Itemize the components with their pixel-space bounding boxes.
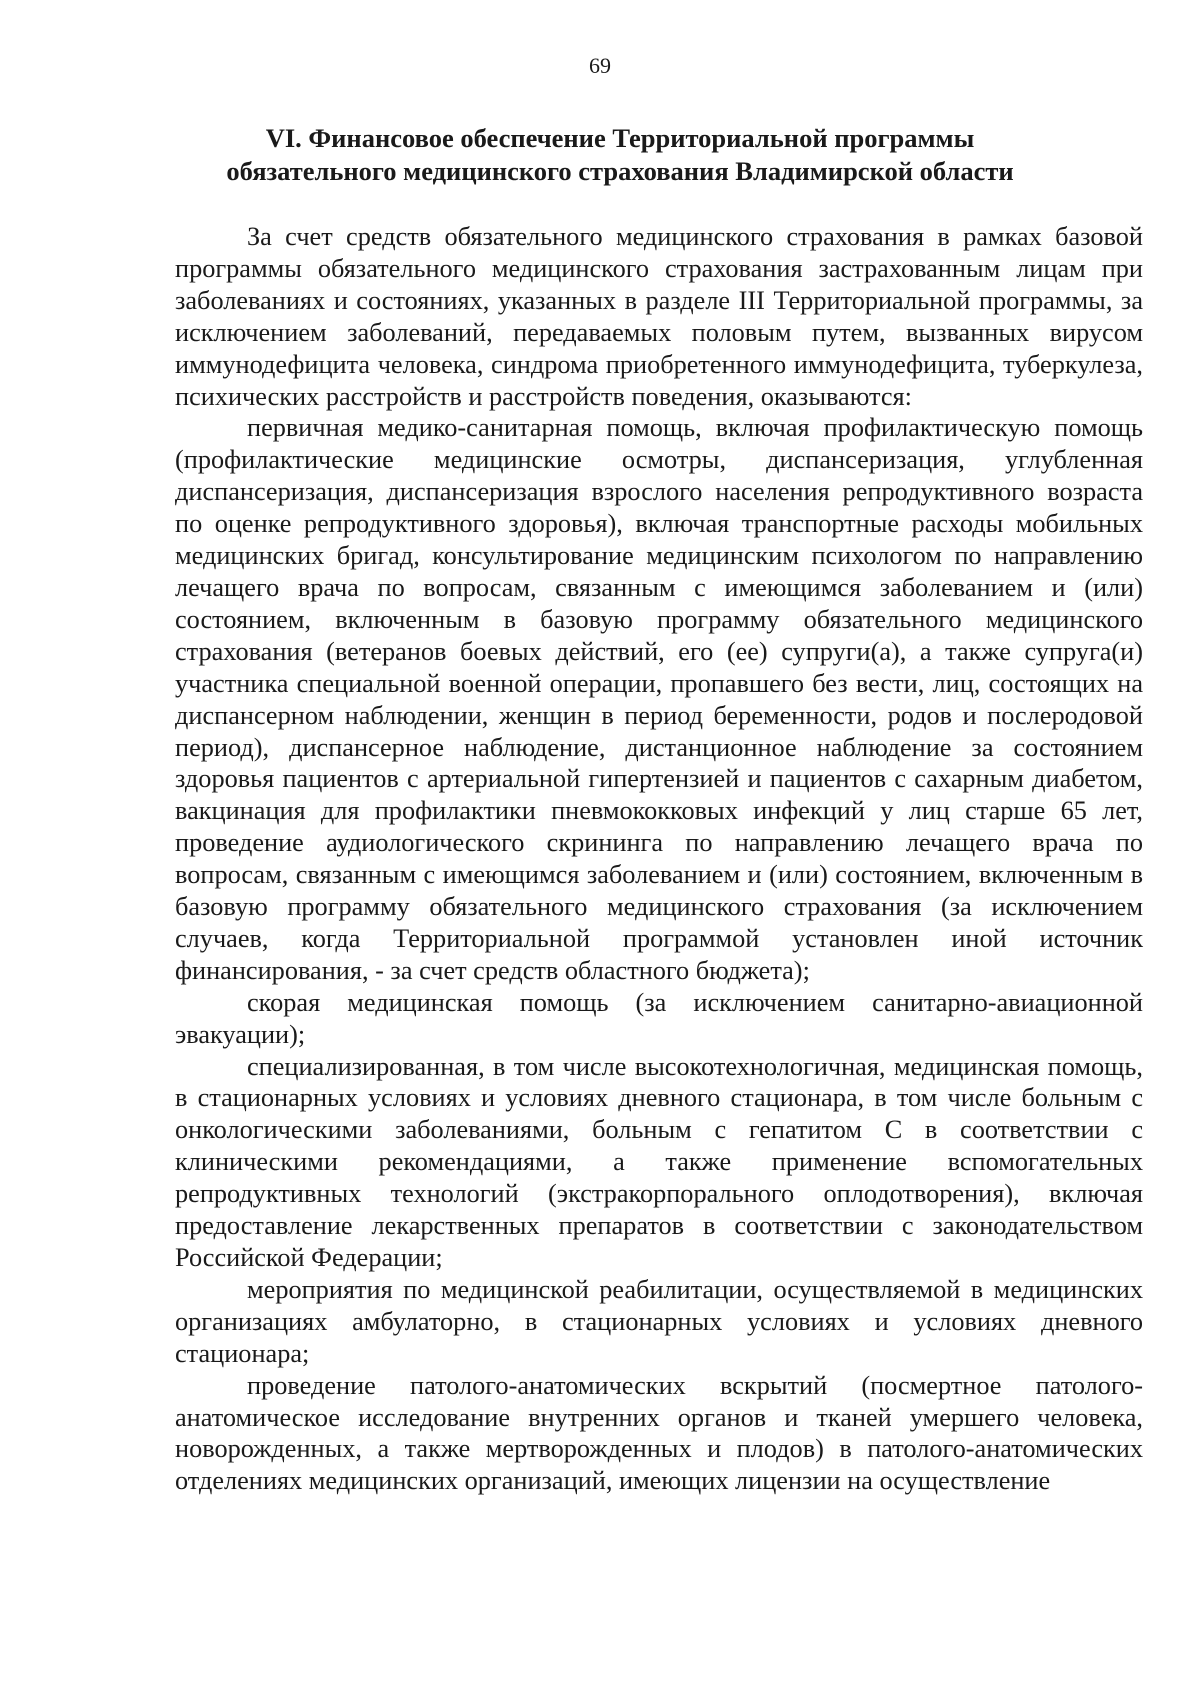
paragraph-specialized-care: специализированная, в том числе высокотехнологичная, медицинская помощь, в стационарных условиях и условиях дневного стационара, в том числе больным с онкологическими заболеваниями, больным с гепатитом С в соответствии с клиническими рекомендациями, а также применение вспомогательных репродуктивных технологий (экстракорпорального оплодотворения), включая предоставление лекарственных препаратов в соответствии с законодательством Российской Федерации; [175, 1051, 1143, 1272]
body-text [175, 221, 1143, 1497]
paragraph-rehabilitation: мероприятия по медицинской реабилитации, осуществляемой в медицинских организациях амбулаторно, в стационарных условиях и условиях дневного стационара; [175, 1274, 1143, 1368]
paragraph-autopsy: проведение патолого-анатомических вскрытий (посмертное патолого-анатомическое исследование внутренних органов и тканей умершего человека, новорожденных, а также мертворожденных и плодов) в патолого-анатомических отделениях медицинских организаций, имеющих лицензии на осуществление [175, 1370, 1143, 1496]
paragraph-emergency-care: скорая медицинская помощь (за исключением санитарно-авиационной эвакуации); [175, 987, 1143, 1049]
section-title-line-2: обязательного медицинского страхования Владимирской области [226, 156, 1014, 186]
paragraph-intro: За счет средств обязательного медицинского страхования в рамках базовой программы обязательного медицинского страхования застрахованным лицам при заболеваниях и состояниях, указанных в разделе III Территориальной программы, за исключением заболеваний, передаваемых половым путем, вызванных вирусом иммунодефицита человека, синдрома приобретенного иммунодефицита, туберкулеза, психических расстройств и расстройств поведения, оказываются: [175, 222, 1143, 411]
section-title [160, 122, 1080, 188]
page-number: 69 [589, 53, 611, 78]
paragraph-primary-care: первичная медико-санитарная помощь, включая профилактическую помощь (профилактические медицинские осмотры, диспансеризация, углубленная диспансеризация, диспансеризация взрослого населения репродуктивного возраста по оценке репродуктивного здоровья), включая транспортные расходы мобильных медицинских бригад, консультирование медицинским психологом по направлению лечащего врача по вопросам, связанным с имеющимся заболеванием и (или) состоянием, включенным в базовую программу обязательного медицинского страхования (ветеранов боевых действий, его (ее) супруги(а), а также супруга(и) участника специальной военной операции, пропавшего без вести, лиц, состоящих на диспансерном наблюдении, женщин в период беременности, родов и послеродовой период), диспансерное наблюдение, дистанционное наблюдение за состоянием здоровья пациентов с артериальной гипертензией и пациентов с сахарным диабетом, вакцинация для профилактики пневмококковых инфекций у лиц старше 65 лет, проведение аудиологического скрининга по направлению лечащего врача по вопросам, связанным с имеющимся заболеванием и (или) состоянием, включенным в базовую программу обязательного медицинского страхования (за исключением случаев, когда Территориальной программой установлен иной источник финансирования, - за счет средств областного бюджета); [175, 413, 1143, 985]
section-title-line-1: VI. Финансовое обеспечение Территориальной программы [265, 123, 975, 153]
